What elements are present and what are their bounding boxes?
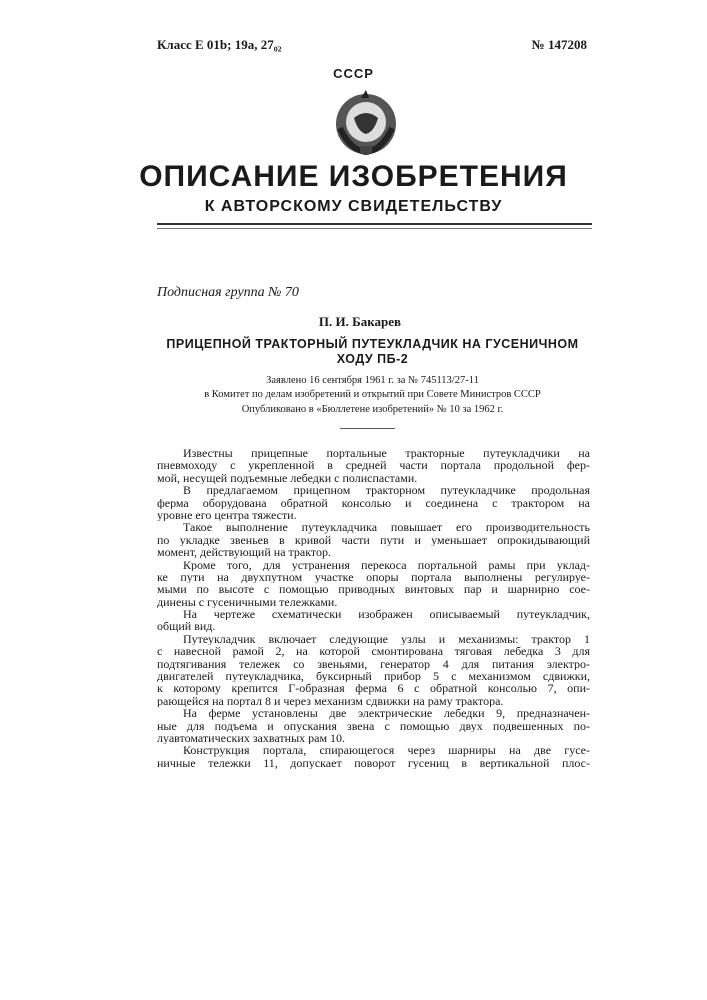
section-divider xyxy=(340,428,395,429)
body-text-line: В предлагаемом прицепном тракторном путеукладчике продольная xyxy=(157,484,590,496)
body-text-line: с навесной рамой 2, на которой смонтирована тяговая лебедка 3 для xyxy=(157,645,590,657)
country-label: СССР xyxy=(0,66,707,81)
body-text-line: момент, действующий на трактор. xyxy=(157,546,590,558)
body-text-line: Известны прицепные портальные тракторные путеукладчики на xyxy=(157,447,590,459)
body-text-line: Путеукладчик включает следующие узлы и механизмы: трактор 1 xyxy=(157,633,590,645)
body-text-line: Конструкция портала, спирающегося через шарниры на две гусе- xyxy=(157,744,590,756)
body-text-line: ничные тележки 11, допускает поворот гусениц в вертикальной плос- xyxy=(157,757,590,769)
header-rule-thin xyxy=(157,228,592,229)
body-text-line: подтягивания тележек со звеньями, генератор 4 для питания электро- xyxy=(157,658,590,670)
document-title: ОПИСАНИЕ ИЗОБРЕТЕНИЯ xyxy=(0,160,707,194)
patent-number: № 147208 xyxy=(532,37,587,53)
description-body xyxy=(157,447,590,769)
body-text-line: Такое выполнение путеукладчика повышает его производительность xyxy=(157,521,590,533)
body-text-line: пневмоходу с укрепленной в средней части портала продольной фер- xyxy=(157,459,590,471)
body-text-line: уровне его центра тяжести. xyxy=(157,509,590,521)
author-name: П. И. Бакарев xyxy=(0,314,707,330)
body-text-line: ные для подъема и опускания звена с помощью двух подвешенных по- xyxy=(157,720,590,732)
body-text-line: двигателей путеукладчика, буксирный прибор 5 с механизмом сдвижки, xyxy=(157,670,590,682)
subscription-group: Подписная группа № 70 xyxy=(157,285,299,301)
body-text-line: ке пути на двухпутном участке опоры портала выполнены регулируе- xyxy=(157,571,590,583)
classification-label: Класс E 01b; 19a, 27₀₂ xyxy=(157,37,282,53)
body-text-line: по укладке звеньев в кривой части пути и уменьшает опрокидывающий xyxy=(157,534,590,546)
body-text-line: мыми по высоте с помощью приводных винтовых пар и шарнирно сое- xyxy=(157,583,590,595)
ussr-emblem-icon xyxy=(330,88,402,163)
invention-title: ПРИЦЕПНОЙ ТРАКТОРНЫЙ ПУТЕУКЛАДЧИК НА ГУСЕНИЧНОМ ХОДУ ПБ-2 xyxy=(150,337,595,367)
body-text-line: На чертеже схематически изображен описываемый путеукладчик, xyxy=(157,608,590,620)
body-text-line: ферма оборудована обратной консолью и соединена с трактором на xyxy=(157,497,590,509)
body-text-line: динены с гусеничными тележками. xyxy=(157,596,590,608)
body-text-line: к которому крепится Г-образная ферма 6 с обратной консолью 7, опи- xyxy=(157,682,590,694)
filing-info: Заявлено 16 сентября 1961 г. за № 745113/27-11 xyxy=(150,375,595,386)
body-text-line: луавтоматических захватных рам 10. xyxy=(157,732,590,744)
body-text-line: На ферме установлены две электрические лебедки 9, предназначен- xyxy=(157,707,590,719)
body-text-line: общий вид. xyxy=(157,620,590,632)
publication-info: Опубликовано в «Бюллетене изобретений» № 10 за 1962 г. xyxy=(150,404,595,415)
header-rule xyxy=(157,223,592,225)
committee-info: в Комитет по делам изобретений и открытий при Совете Министров СССР xyxy=(150,389,595,400)
body-text-line: рающейся на портал 8 и через механизм сдвижки на раму трактора. xyxy=(157,695,590,707)
body-text-line: мой, несущей подъемные лебедки с полиспастами. xyxy=(157,472,590,484)
body-text-line: Кроме того, для устранения перекоса портальной рамы при уклад- xyxy=(157,559,590,571)
document-subtitle: К АВТОРСКОМУ СВИДЕТЕЛЬСТВУ xyxy=(0,198,707,216)
